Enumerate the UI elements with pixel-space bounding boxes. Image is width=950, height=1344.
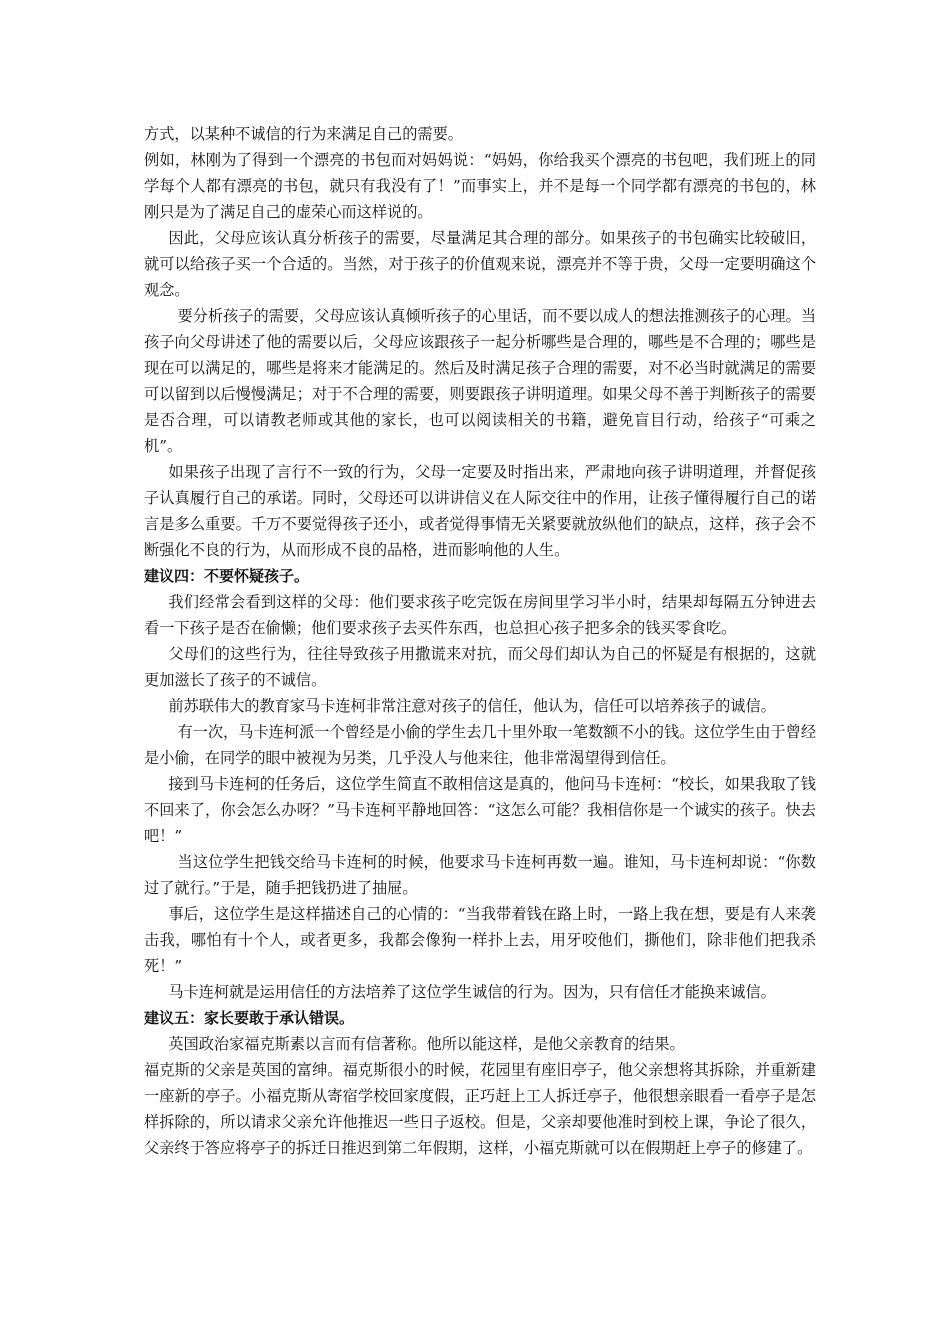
paragraph: 方式，以某种不诚信的行为来满足自己的需要。 (144, 125, 463, 143)
paragraph: 当这位学生把钱交给马卡连柯的时候，他要求马卡连柯再数一遍。谁知，马卡连柯却说：“你数过了就行。”于是，随手把钱扔进了抽屉。 (144, 853, 816, 897)
paragraph: 前苏联伟大的教育家马卡连柯非常注意对孩子的信任，他认为，信任可以培养孩子的诚信。 (168, 697, 776, 715)
article-body (144, 121, 816, 1161)
paragraph: 例如，林刚为了得到一个漂亮的书包而对妈妈说：“妈妈，你给我买个漂亮的书包吧，我们班上的同学每个人都有漂亮的书包，就只有我没有了！”而事实上，并不是每一个同学都有漂亮的书包的，林刚只是为了满足自己的虚荣心而这样说的。 (144, 151, 816, 221)
paragraph: 英国政治家福克斯素以言而有信著称。他所以能这样，是他父亲教育的结果。 (168, 1035, 685, 1053)
paragraph: 我们经常会看到这样的父母：他们要求孩子吃完饭在房间里学习半小时，结果却每隔五分钟进去看一下孩子是否在偷懒；他们要求孩子去买件东西，也总担心孩子把多余的钱买零食吃。 (144, 593, 816, 637)
paragraph: 父母们的这些行为，往往导致孩子用撒谎来对抗，而父母们却认为自己的怀疑是有根据的，这就更加滋长了孩子的不诚信。 (144, 645, 816, 689)
paragraph: 事后，这位学生是这样描述自己的心情的：“当我带着钱在路上时，一路上我在想，要是有人来袭击我，哪怕有十个人，或者更多，我都会像狗一样扑上去，用牙咬他们，撕他们，除非他们把我杀死！” (144, 905, 816, 975)
paragraph: 要分析孩子的需要，父母应该认真倾听孩子的心里话，而不要以成人的想法推测孩子的心理。当孩子向父母讲述了他的需要以后，父母应该跟孩子一起分析哪些是合理的，哪些是不合理的；哪些是现在可以满足的，哪些是将来才能满足的。然后及时满足孩子合理的需要，对不必当时就满足的需要可以留到以后慢慢满足；对于不合理的需要，则要跟孩子讲明道理。如果父母不善于判断孩子的需要是否合理，可以请教老师或其他的家长，也可以阅读相关的书籍，避免盲目行动，给孩子“可乘之机”。 (144, 307, 816, 455)
paragraph: 有一次，马卡连柯派一个曾经是小偷的学生去几十里外取一笔数额不小的钱。这位学生由于曾经是小偷，在同学的眼中被视为另类，几乎没人与他来往，他非常渴望得到信任。 (144, 723, 816, 767)
section-heading-suggestion-4: 建议四：不要怀疑孩子。 (144, 567, 310, 585)
paragraph: 接到马卡连柯的任务后，这位学生简直不敢相信这是真的，他问马卡连柯：“校长，如果我取了钱不回来了，你会怎么办呀？”马卡连柯平静地回答：“这怎么可能？我相信你是一个诚实的孩子。快去吧！” (144, 775, 816, 845)
paragraph: 马卡连柯就是运用信任的方法培养了这位学生诚信的行为。因为，只有信任才能换来诚信。 (168, 983, 776, 1001)
section-heading-suggestion-5: 建议五：家长要敢于承认错误。 (144, 1009, 355, 1027)
paragraph: 福克斯的父亲是英国的富绅。福克斯很小的时候，花园里有座旧亭子，他父亲想将其拆除，并重新建一座新的亭子。小福克斯从寄宿学校回家度假，正巧赶上工人拆迁亭子，他很想亲眼看一看亭子是怎样拆除的，所以请求父亲允许他推迟一些日子返校。但是，父亲却要他准时到校上课，争论了很久，父亲终于答应将亭子的拆迁日推迟到第二年假期，这样，小福克斯就可以在假期赶上亭子的修建了。 (144, 1061, 816, 1157)
paragraph: 因此，父母应该认真分析孩子的需要，尽量满足其合理的部分。如果孩子的书包确实比较破旧，就可以给孩子买一个合适的。当然，对于孩子的价值观来说，漂亮并不等于贵，父母一定要明确这个观念。 (144, 229, 816, 299)
paragraph: 如果孩子出现了言行不一致的行为，父母一定要及时指出来，严肃地向孩子讲明道理，并督促孩子认真履行自己的承诺。同时，父母还可以讲讲信义在人际交往中的作用，让孩子懂得履行自己的诺言是多么重要。千万不要觉得孩子还小，或者觉得事情无关紧要就放纵他们的缺点，这样，孩子会不断强化不良的行为，从而形成不良的品格，进而影响他的人生。 (144, 463, 816, 559)
